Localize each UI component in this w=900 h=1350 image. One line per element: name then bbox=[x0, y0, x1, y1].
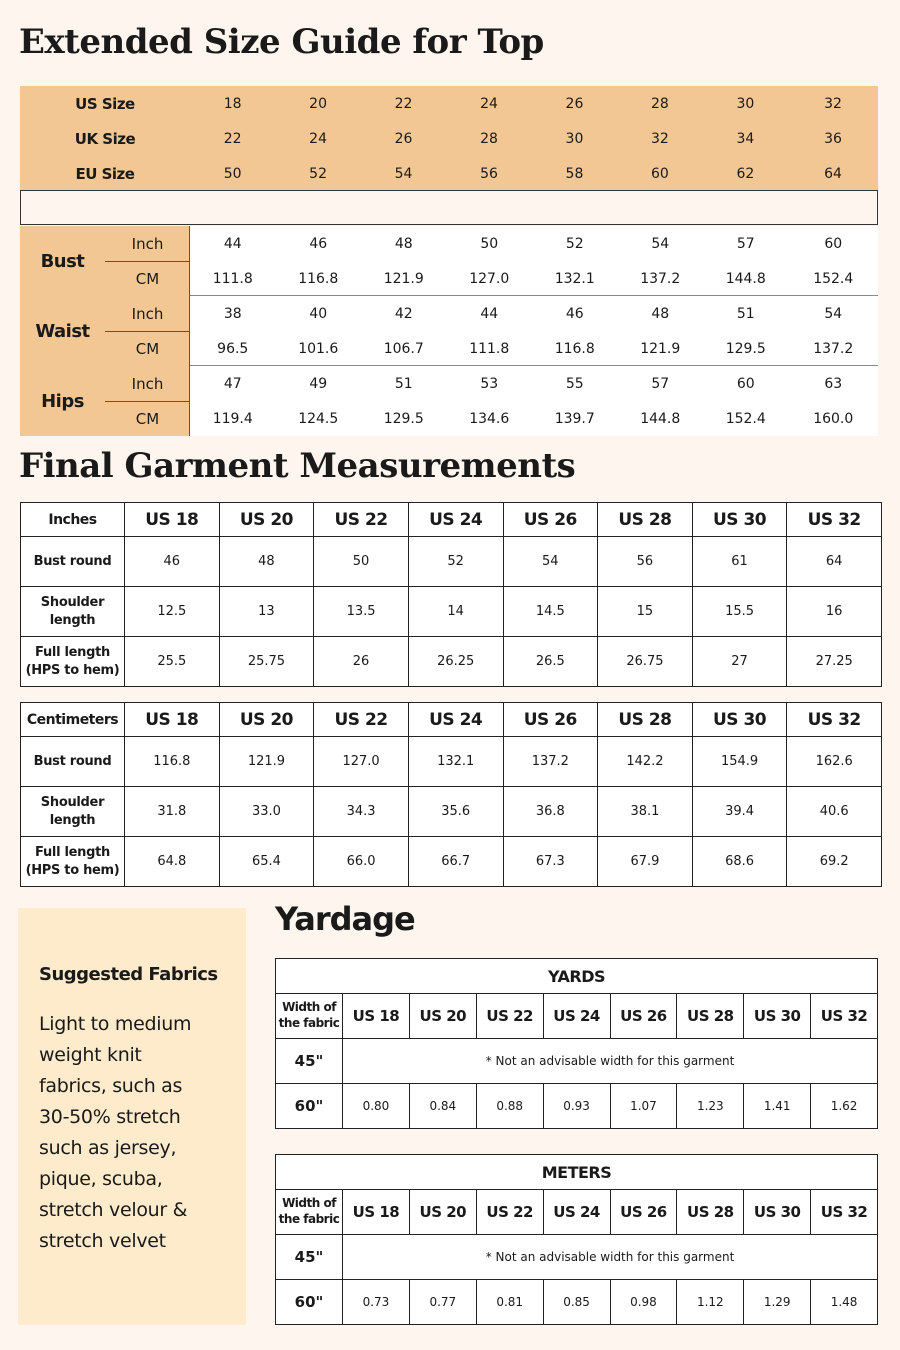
size-value: 28 bbox=[480, 130, 498, 147]
measurement-value: 101.6 bbox=[298, 340, 339, 357]
table-cell: 162.6 bbox=[787, 737, 882, 787]
size-header: US 20 bbox=[219, 703, 314, 737]
header-row bbox=[276, 1190, 878, 1235]
size-value: 62 bbox=[736, 165, 755, 182]
measurement-group bbox=[20, 366, 878, 436]
size-value: 22 bbox=[223, 130, 242, 147]
table-cell: 25.5 bbox=[125, 637, 220, 687]
table-cell: 64.8 bbox=[125, 837, 220, 887]
size-header-row bbox=[20, 121, 878, 156]
width-header-line: Width of bbox=[282, 1196, 336, 1211]
measurement-value: 51 bbox=[736, 305, 755, 322]
measurement-value: 51 bbox=[394, 375, 413, 392]
measurement-value: 134.6 bbox=[469, 410, 510, 427]
row-label-line: Shoulder bbox=[40, 594, 105, 610]
table-cell: 36.8 bbox=[503, 787, 598, 837]
unit-label: CM bbox=[135, 409, 160, 428]
table-row bbox=[276, 1039, 878, 1084]
table-cell: 52 bbox=[408, 537, 503, 587]
size-value: 30 bbox=[565, 130, 584, 147]
size-value: 32 bbox=[824, 95, 842, 112]
measurement-row bbox=[190, 366, 878, 401]
size-header: US 22 bbox=[476, 994, 543, 1039]
table-cell: 15.5 bbox=[692, 587, 787, 637]
table-cell: 1.41 bbox=[744, 1084, 811, 1129]
measurement-row bbox=[190, 261, 878, 296]
measurement-value: 53 bbox=[480, 375, 499, 392]
row-label-line: Full length bbox=[35, 644, 110, 660]
group-name: Hips bbox=[41, 390, 84, 412]
table-row bbox=[21, 537, 882, 587]
garment-inches-table bbox=[20, 502, 882, 687]
measurement-value: 121.9 bbox=[383, 270, 424, 287]
width-header-line: the fabric bbox=[278, 1016, 340, 1030]
measurement-value: 116.8 bbox=[554, 340, 595, 357]
not-advisable-note: * Not an advisable width for this garment bbox=[343, 1235, 878, 1280]
table-cell: 39.4 bbox=[692, 787, 787, 837]
table-cell: 48 bbox=[219, 537, 314, 587]
table-cell: 27 bbox=[692, 637, 787, 687]
size-value: 34 bbox=[736, 130, 755, 147]
measurement-group bbox=[20, 226, 878, 296]
table-row bbox=[276, 1280, 878, 1325]
unit-header: Centimeters bbox=[21, 703, 125, 737]
measurement-value: 47 bbox=[223, 375, 242, 392]
measurement-value: 63 bbox=[824, 375, 843, 392]
measurement-value: 44 bbox=[223, 235, 242, 252]
size-value: 60 bbox=[650, 165, 669, 182]
size-value: 24 bbox=[480, 95, 498, 112]
measurement-value: 60 bbox=[736, 375, 755, 392]
measurement-value: 42 bbox=[394, 305, 413, 322]
fabric-line: such as jersey, bbox=[39, 1137, 177, 1159]
measurement-value: 137.2 bbox=[813, 340, 854, 357]
table-cell: 1.48 bbox=[811, 1280, 878, 1325]
yardage-meters-table bbox=[275, 1154, 878, 1325]
measurement-value: 57 bbox=[651, 375, 670, 392]
size-header: US 18 bbox=[125, 703, 220, 737]
size-header: US 26 bbox=[610, 1190, 677, 1235]
size-header: US 30 bbox=[744, 994, 811, 1039]
table-cell: 26.75 bbox=[598, 637, 693, 687]
table-cell: 54 bbox=[503, 537, 598, 587]
size-value: 22 bbox=[394, 95, 413, 112]
group-values bbox=[190, 296, 878, 366]
row-label-line: Full length bbox=[35, 844, 110, 860]
table-cell: 34.3 bbox=[314, 787, 409, 837]
measurement-value: 57 bbox=[736, 235, 755, 252]
measurement-value: 38 bbox=[223, 305, 242, 322]
table-cell: 67.9 bbox=[598, 837, 693, 887]
caption-row bbox=[276, 959, 878, 994]
width-label: 45" bbox=[276, 1039, 343, 1084]
measurement-value: 54 bbox=[651, 235, 670, 252]
table-cell: 46 bbox=[125, 537, 220, 587]
table-cell: 40.6 bbox=[787, 787, 882, 837]
measurement-value: 111.8 bbox=[212, 270, 253, 287]
measurement-value: 60 bbox=[824, 235, 843, 252]
table-cell: 1.07 bbox=[610, 1084, 677, 1129]
table-cell: 13 bbox=[219, 587, 314, 637]
measurement-value: 124.5 bbox=[298, 410, 339, 427]
table-cell: 26 bbox=[314, 637, 409, 687]
table-cell: 0.80 bbox=[343, 1084, 410, 1129]
size-header-row bbox=[20, 86, 878, 121]
size-value: 36 bbox=[824, 130, 842, 147]
table-caption: YARDS bbox=[276, 959, 878, 994]
table-cell: 66.0 bbox=[314, 837, 409, 887]
measurement-value: 121.9 bbox=[640, 340, 681, 357]
size-header: US 24 bbox=[408, 503, 503, 537]
size-value: 20 bbox=[309, 95, 327, 112]
size-header: US 20 bbox=[219, 503, 314, 537]
size-conversion-header bbox=[20, 86, 878, 191]
row-label bbox=[21, 537, 125, 587]
size-header: US 18 bbox=[343, 1190, 410, 1235]
measurement-value: 55 bbox=[565, 375, 584, 392]
table-cell: 1.29 bbox=[744, 1280, 811, 1325]
measurement-value: 111.8 bbox=[469, 340, 510, 357]
measurement-value: 48 bbox=[651, 305, 670, 322]
measurement-value: 44 bbox=[480, 305, 499, 322]
table-cell: 0.73 bbox=[343, 1280, 410, 1325]
fabric-line: fabrics, such as bbox=[39, 1075, 183, 1097]
unit-label: Inch bbox=[131, 234, 164, 253]
group-values bbox=[190, 226, 878, 296]
size-system-label: UK Size bbox=[74, 129, 136, 148]
not-advisable-note: * Not an advisable width for this garment bbox=[343, 1039, 878, 1084]
row-label bbox=[21, 737, 125, 787]
table-cell: 68.6 bbox=[692, 837, 787, 887]
table-cell: 14.5 bbox=[503, 587, 598, 637]
measurement-value: 106.7 bbox=[383, 340, 424, 357]
measurement-row bbox=[190, 401, 878, 436]
width-label: 60" bbox=[276, 1084, 343, 1129]
table-cell: 0.84 bbox=[409, 1084, 476, 1129]
measurement-value: 129.5 bbox=[725, 340, 766, 357]
size-header: US 22 bbox=[476, 1190, 543, 1235]
measurement-value: 137.2 bbox=[640, 270, 681, 287]
table-cell: 12.5 bbox=[125, 587, 220, 637]
measurement-value: 54 bbox=[824, 305, 843, 322]
table-cell: 142.2 bbox=[598, 737, 693, 787]
garment-cm-table bbox=[20, 702, 882, 887]
size-header: US 28 bbox=[677, 1190, 744, 1235]
width-label: 60" bbox=[276, 1280, 343, 1325]
table-cell: 33.0 bbox=[219, 787, 314, 837]
table-row bbox=[21, 787, 882, 837]
table-cell: 35.6 bbox=[408, 787, 503, 837]
size-value: 54 bbox=[394, 165, 413, 182]
measurement-value: 144.8 bbox=[725, 270, 766, 287]
table-cell: 0.98 bbox=[610, 1280, 677, 1325]
caption-row bbox=[276, 1155, 878, 1190]
measurement-value: 139.7 bbox=[554, 410, 595, 427]
size-value: 50 bbox=[223, 165, 242, 182]
table-row bbox=[21, 737, 882, 787]
size-header: US 18 bbox=[343, 994, 410, 1039]
size-value: 32 bbox=[650, 130, 669, 147]
table-cell: 31.8 bbox=[125, 787, 220, 837]
size-header: US 30 bbox=[744, 1190, 811, 1235]
table-cell: 67.3 bbox=[503, 837, 598, 887]
size-header: US 26 bbox=[503, 503, 598, 537]
table-cell: 27.25 bbox=[787, 637, 882, 687]
measurement-row bbox=[190, 331, 878, 366]
size-header: US 20 bbox=[409, 1190, 476, 1235]
size-header: US 20 bbox=[409, 994, 476, 1039]
measurement-value: 152.4 bbox=[813, 270, 854, 287]
size-value: 26 bbox=[394, 130, 413, 147]
size-value: 26 bbox=[565, 95, 584, 112]
measurement-value: 129.5 bbox=[383, 410, 424, 427]
table-cell: 132.1 bbox=[408, 737, 503, 787]
measurement-row bbox=[190, 296, 878, 331]
row-label-line: Shoulder bbox=[40, 794, 105, 810]
size-value: 56 bbox=[480, 165, 498, 182]
table-cell: 26.25 bbox=[408, 637, 503, 687]
table-row bbox=[21, 587, 882, 637]
size-header: US 32 bbox=[811, 1190, 878, 1235]
group-values bbox=[190, 366, 878, 436]
table-cell: 15 bbox=[598, 587, 693, 637]
body-measurements-table bbox=[20, 226, 878, 435]
table-cell: 0.88 bbox=[476, 1084, 543, 1129]
size-header: US 24 bbox=[543, 994, 610, 1039]
table-cell: 137.2 bbox=[503, 737, 598, 787]
table-cell: 1.12 bbox=[677, 1280, 744, 1325]
row-label-line: Bust round bbox=[33, 553, 112, 569]
measurement-value: 46 bbox=[565, 305, 584, 322]
table-cell: 116.8 bbox=[125, 737, 220, 787]
size-header: US 30 bbox=[692, 503, 787, 537]
measurement-value: 52 bbox=[565, 235, 584, 252]
unit-label: CM bbox=[135, 339, 160, 358]
fabric-line: 30-50% stretch bbox=[39, 1106, 181, 1128]
row-label-line: Bust round bbox=[33, 753, 112, 769]
table-cell: 0.93 bbox=[543, 1084, 610, 1129]
garment-measurements-title: Final Garment Measurements bbox=[19, 446, 576, 486]
size-header: US 30 bbox=[692, 703, 787, 737]
table-cell: 0.77 bbox=[409, 1280, 476, 1325]
table-cell: 56 bbox=[598, 537, 693, 587]
spacer-row bbox=[20, 190, 878, 225]
size-system-label: US Size bbox=[75, 94, 135, 113]
measurement-value: 119.4 bbox=[212, 410, 253, 427]
fabric-line: weight knit bbox=[39, 1044, 142, 1066]
size-value: 28 bbox=[650, 95, 669, 112]
measurement-value: 40 bbox=[309, 305, 328, 322]
table-row bbox=[276, 1235, 878, 1280]
measurement-value: 127.0 bbox=[469, 270, 510, 287]
row-label-line: length bbox=[49, 812, 96, 828]
table-cell: 1.62 bbox=[811, 1084, 878, 1129]
width-header bbox=[276, 1190, 343, 1235]
size-guide-title: Extended Size Guide for Top bbox=[19, 22, 544, 62]
table-row bbox=[21, 637, 882, 687]
size-header: US 28 bbox=[598, 503, 693, 537]
row-label bbox=[21, 637, 125, 687]
fabric-line: Light to medium bbox=[39, 1013, 192, 1035]
size-header: US 26 bbox=[503, 703, 598, 737]
row-label bbox=[21, 587, 125, 637]
size-header: US 26 bbox=[610, 994, 677, 1039]
table-row bbox=[276, 1084, 878, 1129]
row-label-line: length bbox=[49, 612, 96, 628]
width-header-line: the fabric bbox=[278, 1212, 340, 1226]
header-row bbox=[21, 703, 882, 737]
size-header: US 24 bbox=[543, 1190, 610, 1235]
table-cell: 16 bbox=[787, 587, 882, 637]
group-name: Waist bbox=[35, 320, 90, 342]
size-header: US 22 bbox=[314, 503, 409, 537]
fabrics-description bbox=[39, 1009, 226, 1257]
measurement-value: 144.8 bbox=[640, 410, 681, 427]
unit-header: Inches bbox=[21, 503, 125, 537]
unit-label: CM bbox=[135, 269, 160, 288]
size-header: US 28 bbox=[677, 994, 744, 1039]
unit-label: Inch bbox=[131, 304, 164, 323]
size-header: US 24 bbox=[408, 703, 503, 737]
row-label bbox=[21, 837, 125, 887]
size-value: 30 bbox=[736, 95, 755, 112]
measurement-value: 116.8 bbox=[298, 270, 339, 287]
size-header: US 22 bbox=[314, 703, 409, 737]
table-cell: 61 bbox=[692, 537, 787, 587]
table-cell: 65.4 bbox=[219, 837, 314, 887]
table-cell: 64 bbox=[787, 537, 882, 587]
table-cell: 25.75 bbox=[219, 637, 314, 687]
size-header: US 28 bbox=[598, 703, 693, 737]
size-value: 24 bbox=[309, 130, 327, 147]
table-cell: 1.23 bbox=[677, 1084, 744, 1129]
header-row bbox=[276, 994, 878, 1039]
header-row bbox=[21, 503, 882, 537]
row-label-line: (HPS to hem) bbox=[25, 662, 120, 678]
size-header: US 18 bbox=[125, 503, 220, 537]
size-value: 64 bbox=[824, 165, 842, 182]
table-cell: 121.9 bbox=[219, 737, 314, 787]
table-caption: METERS bbox=[276, 1155, 878, 1190]
measurement-row bbox=[190, 226, 878, 261]
fabric-line: stretch velvet bbox=[39, 1230, 166, 1252]
measurement-value: 49 bbox=[309, 375, 328, 392]
measurement-value: 46 bbox=[309, 235, 328, 252]
table-cell: 14 bbox=[408, 587, 503, 637]
table-cell: 50 bbox=[314, 537, 409, 587]
width-header-line: Width of bbox=[282, 1000, 336, 1015]
yardage-yards-table bbox=[275, 958, 878, 1129]
suggested-fabrics-panel bbox=[18, 908, 246, 1325]
size-value: 18 bbox=[223, 95, 242, 112]
measurement-value: 132.1 bbox=[554, 270, 595, 287]
table-cell: 0.81 bbox=[476, 1280, 543, 1325]
size-header: US 32 bbox=[787, 503, 882, 537]
size-system-label: EU Size bbox=[75, 164, 135, 183]
group-name: Bust bbox=[40, 250, 85, 272]
table-cell: 0.85 bbox=[543, 1280, 610, 1325]
table-cell: 69.2 bbox=[787, 837, 882, 887]
size-value: 58 bbox=[565, 165, 584, 182]
width-header bbox=[276, 994, 343, 1039]
table-cell: 26.5 bbox=[503, 637, 598, 687]
measurement-value: 96.5 bbox=[217, 340, 249, 357]
measurement-value: 160.0 bbox=[813, 410, 854, 427]
row-label-line: (HPS to hem) bbox=[25, 862, 120, 878]
fabric-line: stretch velour & bbox=[39, 1199, 188, 1221]
width-label: 45" bbox=[276, 1235, 343, 1280]
size-header: US 32 bbox=[787, 703, 882, 737]
size-value: 52 bbox=[309, 165, 327, 182]
yardage-title: Yardage bbox=[275, 900, 415, 938]
table-cell: 38.1 bbox=[598, 787, 693, 837]
size-header-row bbox=[20, 156, 878, 191]
table-cell: 154.9 bbox=[692, 737, 787, 787]
table-cell: 13.5 bbox=[314, 587, 409, 637]
measurement-value: 48 bbox=[394, 235, 413, 252]
table-cell: 127.0 bbox=[314, 737, 409, 787]
table-row bbox=[21, 837, 882, 887]
fabric-line: pique, scuba, bbox=[39, 1168, 163, 1190]
unit-label: Inch bbox=[131, 374, 164, 393]
measurement-group bbox=[20, 296, 878, 366]
table-cell: 66.7 bbox=[408, 837, 503, 887]
measurement-value: 50 bbox=[480, 235, 499, 252]
row-label bbox=[21, 787, 125, 837]
fabrics-title: Suggested Fabrics bbox=[39, 964, 218, 985]
measurement-value: 152.4 bbox=[725, 410, 766, 427]
size-header: US 32 bbox=[811, 994, 878, 1039]
